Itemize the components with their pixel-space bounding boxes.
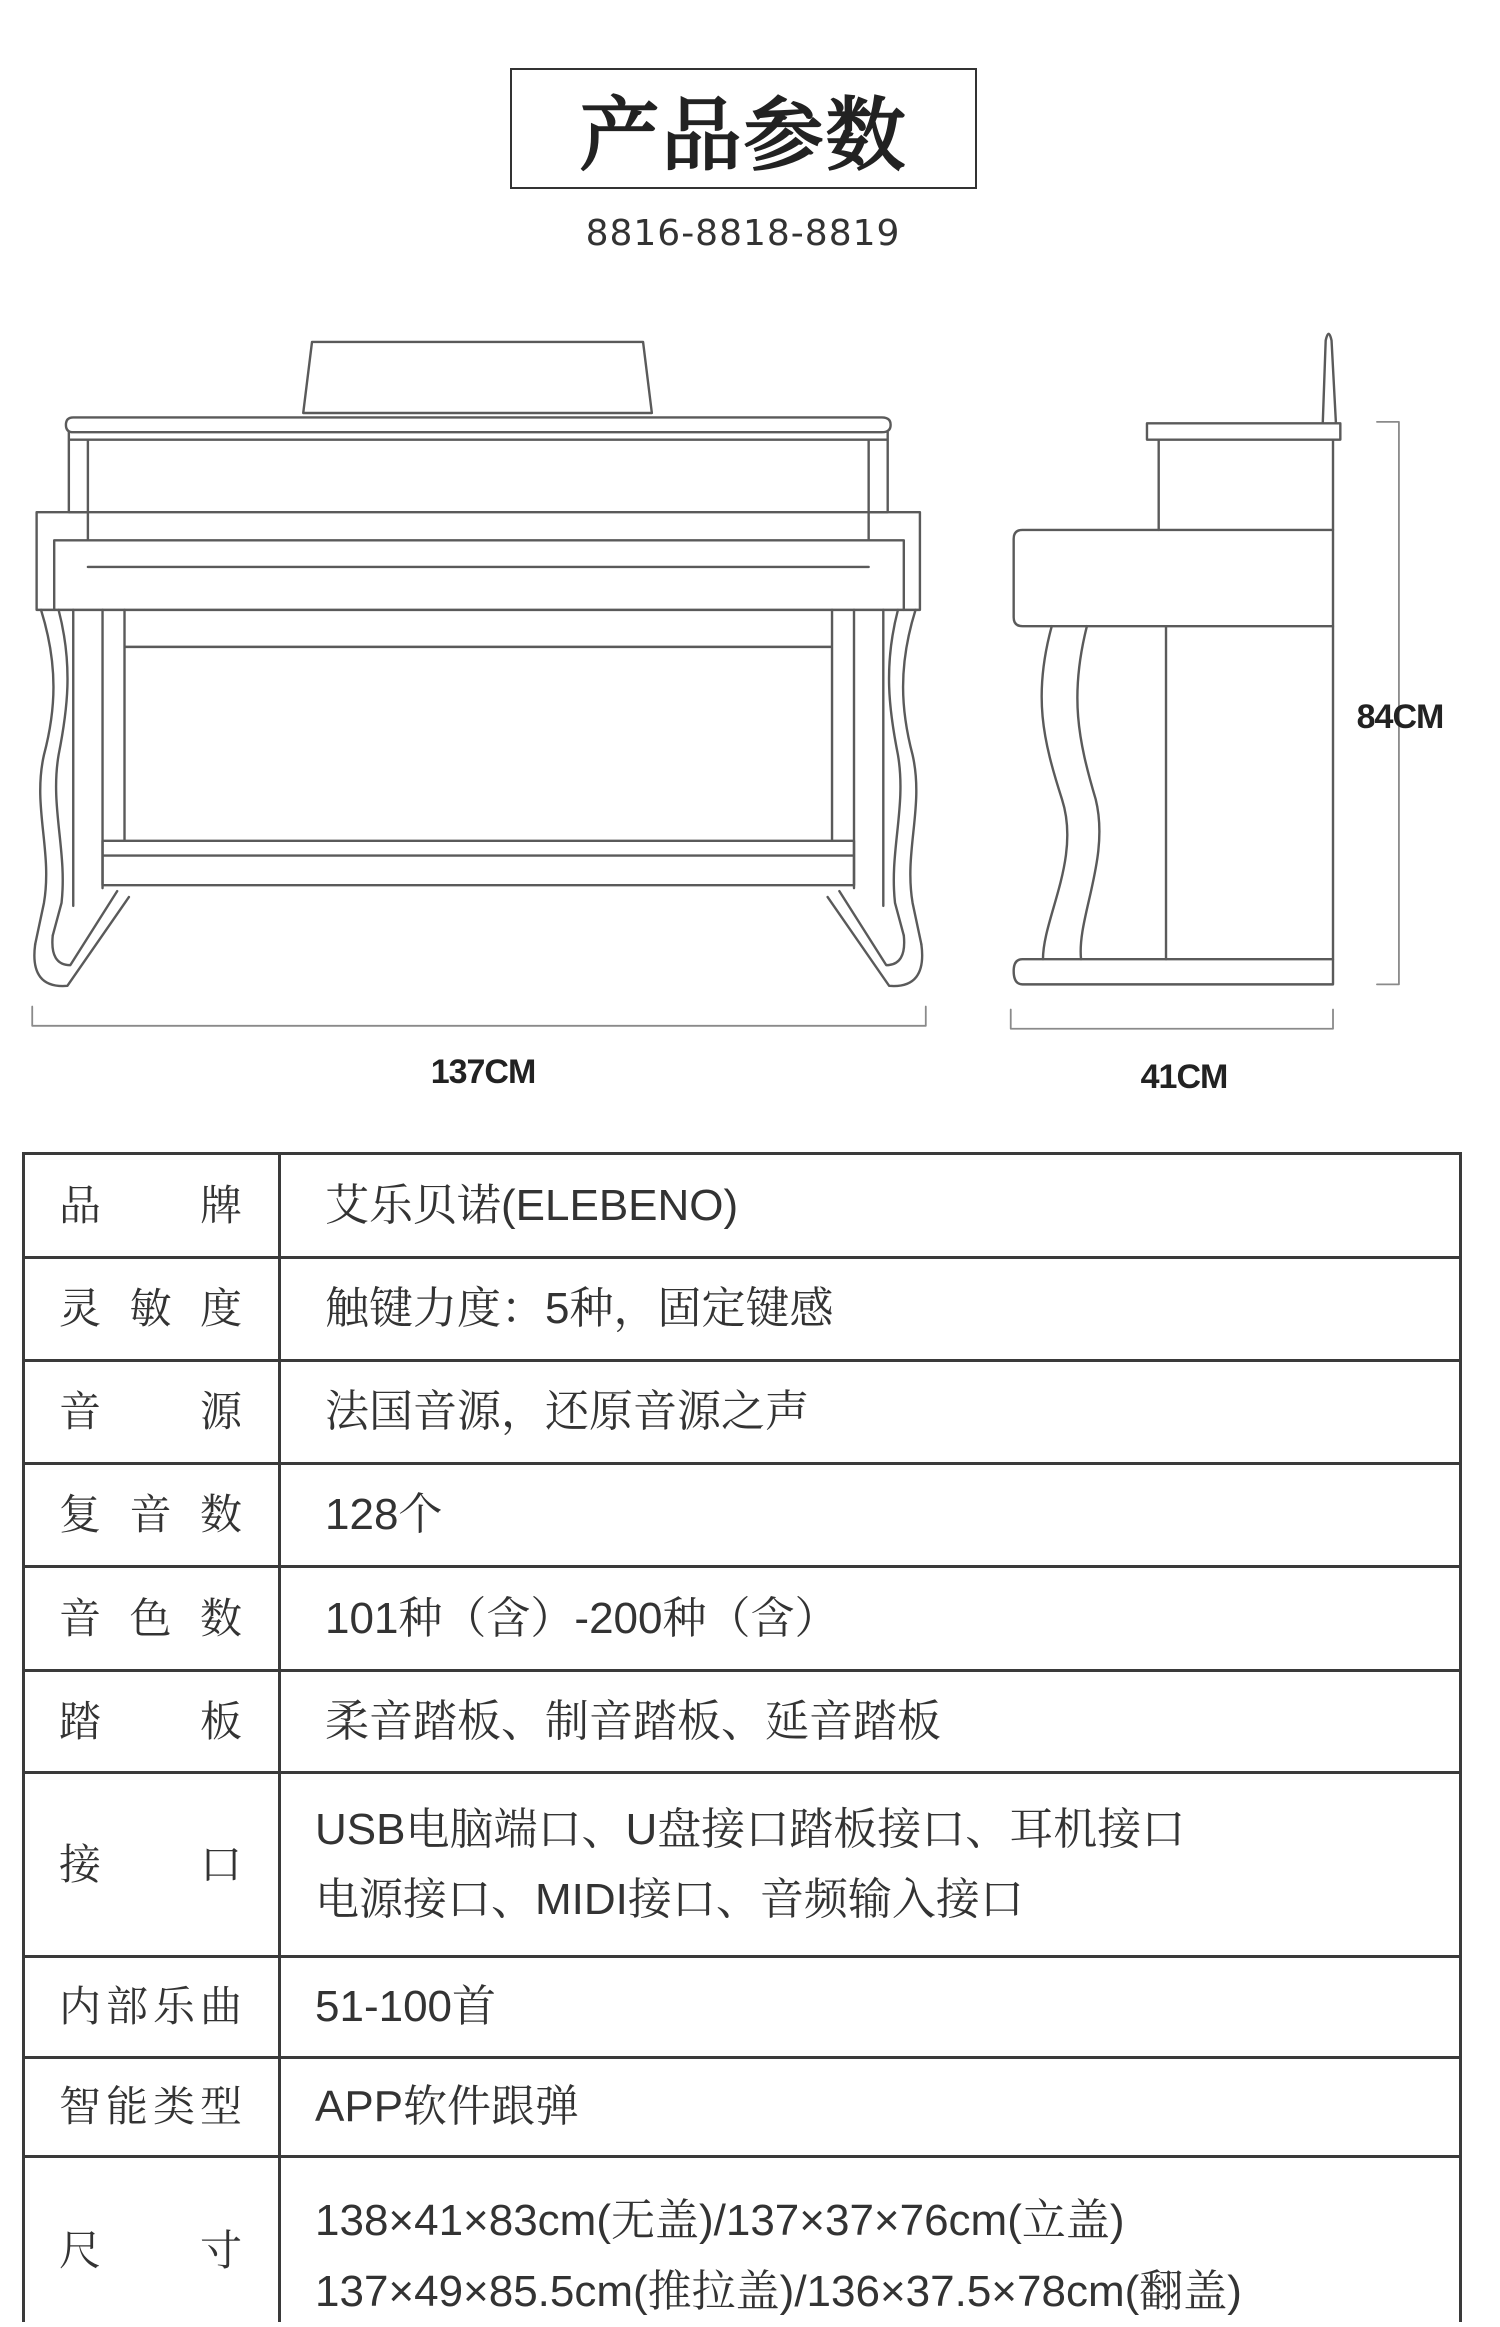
side-music-stand — [1323, 334, 1336, 424]
spec-label: 尺 寸 — [59, 2226, 242, 2275]
spec-row-smart-type — [25, 2059, 1459, 2158]
side-depth-label: 41CM — [1140, 1058, 1228, 1096]
spec-label-cell — [25, 1362, 281, 1462]
side-leg — [1042, 626, 1100, 959]
spec-row-brand — [25, 1155, 1459, 1259]
front-leg-left — [34, 610, 129, 986]
front-leg-right-posts — [854, 610, 883, 906]
spec-row-pedals — [25, 1672, 1459, 1774]
side-upper-body — [1159, 440, 1333, 530]
front-view-drawing — [34, 342, 922, 986]
front-top-lid — [66, 417, 891, 432]
spec-label-cell — [25, 1774, 281, 1955]
spec-label-cell — [25, 1958, 281, 2056]
front-leg-right-outer — [903, 610, 921, 945]
front-leg-right-inner — [889, 610, 904, 936]
side-key-bed — [1014, 530, 1333, 626]
side-top-lid — [1147, 423, 1340, 439]
front-width-dimension-line — [32, 1007, 926, 1026]
front-key-slip — [54, 540, 904, 610]
spec-value-cell — [281, 1155, 1459, 1256]
spec-row-voices — [25, 1568, 1459, 1672]
spec-value: 艾乐贝诺(ELEBENO) — [325, 1180, 739, 1230]
spec-label-cell — [25, 1568, 281, 1669]
spec-label: 内 部 乐 曲 — [59, 1982, 242, 2031]
spec-value: 138×41×83cm(无盖)/137×37×76cm(立盖) — [315, 2196, 1125, 2245]
front-cheek-right — [869, 512, 920, 610]
front-width-label: 137CM — [430, 1053, 536, 1091]
spec-label: 音 源 — [59, 1387, 242, 1436]
front-foot-left — [34, 891, 129, 986]
spec-label-cell — [25, 1465, 281, 1565]
spec-value-cell — [281, 1672, 1459, 1771]
spec-value: 法国音源，还原音源之声 — [325, 1387, 809, 1436]
spec-label: 智 能 类 型 — [59, 2082, 242, 2131]
spec-label: 接 口 — [59, 1839, 242, 1889]
spec-label-cell — [25, 2158, 281, 2322]
spec-value-cell — [281, 1362, 1459, 1462]
front-foot-right — [828, 891, 923, 986]
front-leg-right — [828, 610, 923, 986]
spec-row-size — [25, 2158, 1459, 2322]
side-base — [1014, 959, 1333, 984]
spec-value: 触键力度：5种，固定键感 — [325, 1284, 834, 1333]
spec-label: 音 色 数 — [59, 1593, 242, 1643]
model-numbers: 8816-8818-8819 — [585, 213, 901, 254]
spec-value: USB电脑端口、U盘接口踏板接口、耳机接口 — [315, 1804, 1186, 1854]
spec-label-cell — [25, 2059, 281, 2155]
spec-label-cell — [25, 1259, 281, 1359]
spec-row-built-in-songs — [25, 1958, 1459, 2059]
spec-value-cell — [281, 1958, 1459, 2056]
spec-value-cell — [281, 1568, 1459, 1669]
height-label: 84CM — [1356, 698, 1444, 736]
spec-value: 51-100首 — [315, 1982, 497, 2031]
front-cheek-left — [37, 512, 88, 610]
spec-row-sound-source — [25, 1362, 1459, 1465]
front-music-stand — [303, 342, 652, 413]
front-leg-left-outer — [35, 610, 53, 945]
spec-value-cell — [281, 1465, 1459, 1565]
spec-label: 灵 敏 度 — [59, 1284, 242, 1333]
side-view-drawing — [1014, 334, 1341, 985]
page-title: 产品参数 — [510, 68, 977, 189]
spec-value: 101种（含）-200种（含） — [325, 1593, 839, 1643]
spec-value: 137×49×85.5cm(推拉盖)/136×37.5×78cm(翻盖) — [315, 2267, 1242, 2316]
spec-value: 柔音踏板、制音踏板、延音踏板 — [325, 1696, 941, 1746]
spec-value: 128个 — [325, 1490, 443, 1539]
spec-label-cell — [25, 1155, 281, 1256]
spec-value-cell — [281, 2059, 1459, 2155]
spec-row-ports — [25, 1774, 1459, 1958]
front-pedal-rail — [103, 841, 854, 885]
front-upper-body — [69, 432, 888, 512]
spec-table — [22, 1152, 1462, 2322]
spec-value: APP软件跟弹 — [315, 2082, 580, 2131]
spec-label: 复 音 数 — [59, 1490, 242, 1539]
piano-dimension-drawing — [0, 0, 1500, 1125]
spec-row-sensitivity — [25, 1259, 1459, 1362]
side-lower-body — [1166, 626, 1333, 959]
spec-value-cell — [281, 1259, 1459, 1359]
front-lower-panel — [125, 610, 833, 841]
spec-row-polyphony — [25, 1465, 1459, 1568]
spec-value-cell — [281, 2158, 1459, 2322]
spec-label-cell — [25, 1672, 281, 1771]
spec-value-cell — [281, 1774, 1459, 1955]
spec-label: 踏 板 — [59, 1696, 242, 1746]
spec-label: 品 牌 — [59, 1180, 242, 1230]
spec-value: 电源接口、MIDI接口、音频输入接口 — [315, 1874, 1024, 1924]
side-depth-dimension-line — [1011, 1010, 1333, 1029]
front-leg-left-posts — [73, 610, 102, 906]
front-leg-left-inner — [53, 610, 68, 936]
